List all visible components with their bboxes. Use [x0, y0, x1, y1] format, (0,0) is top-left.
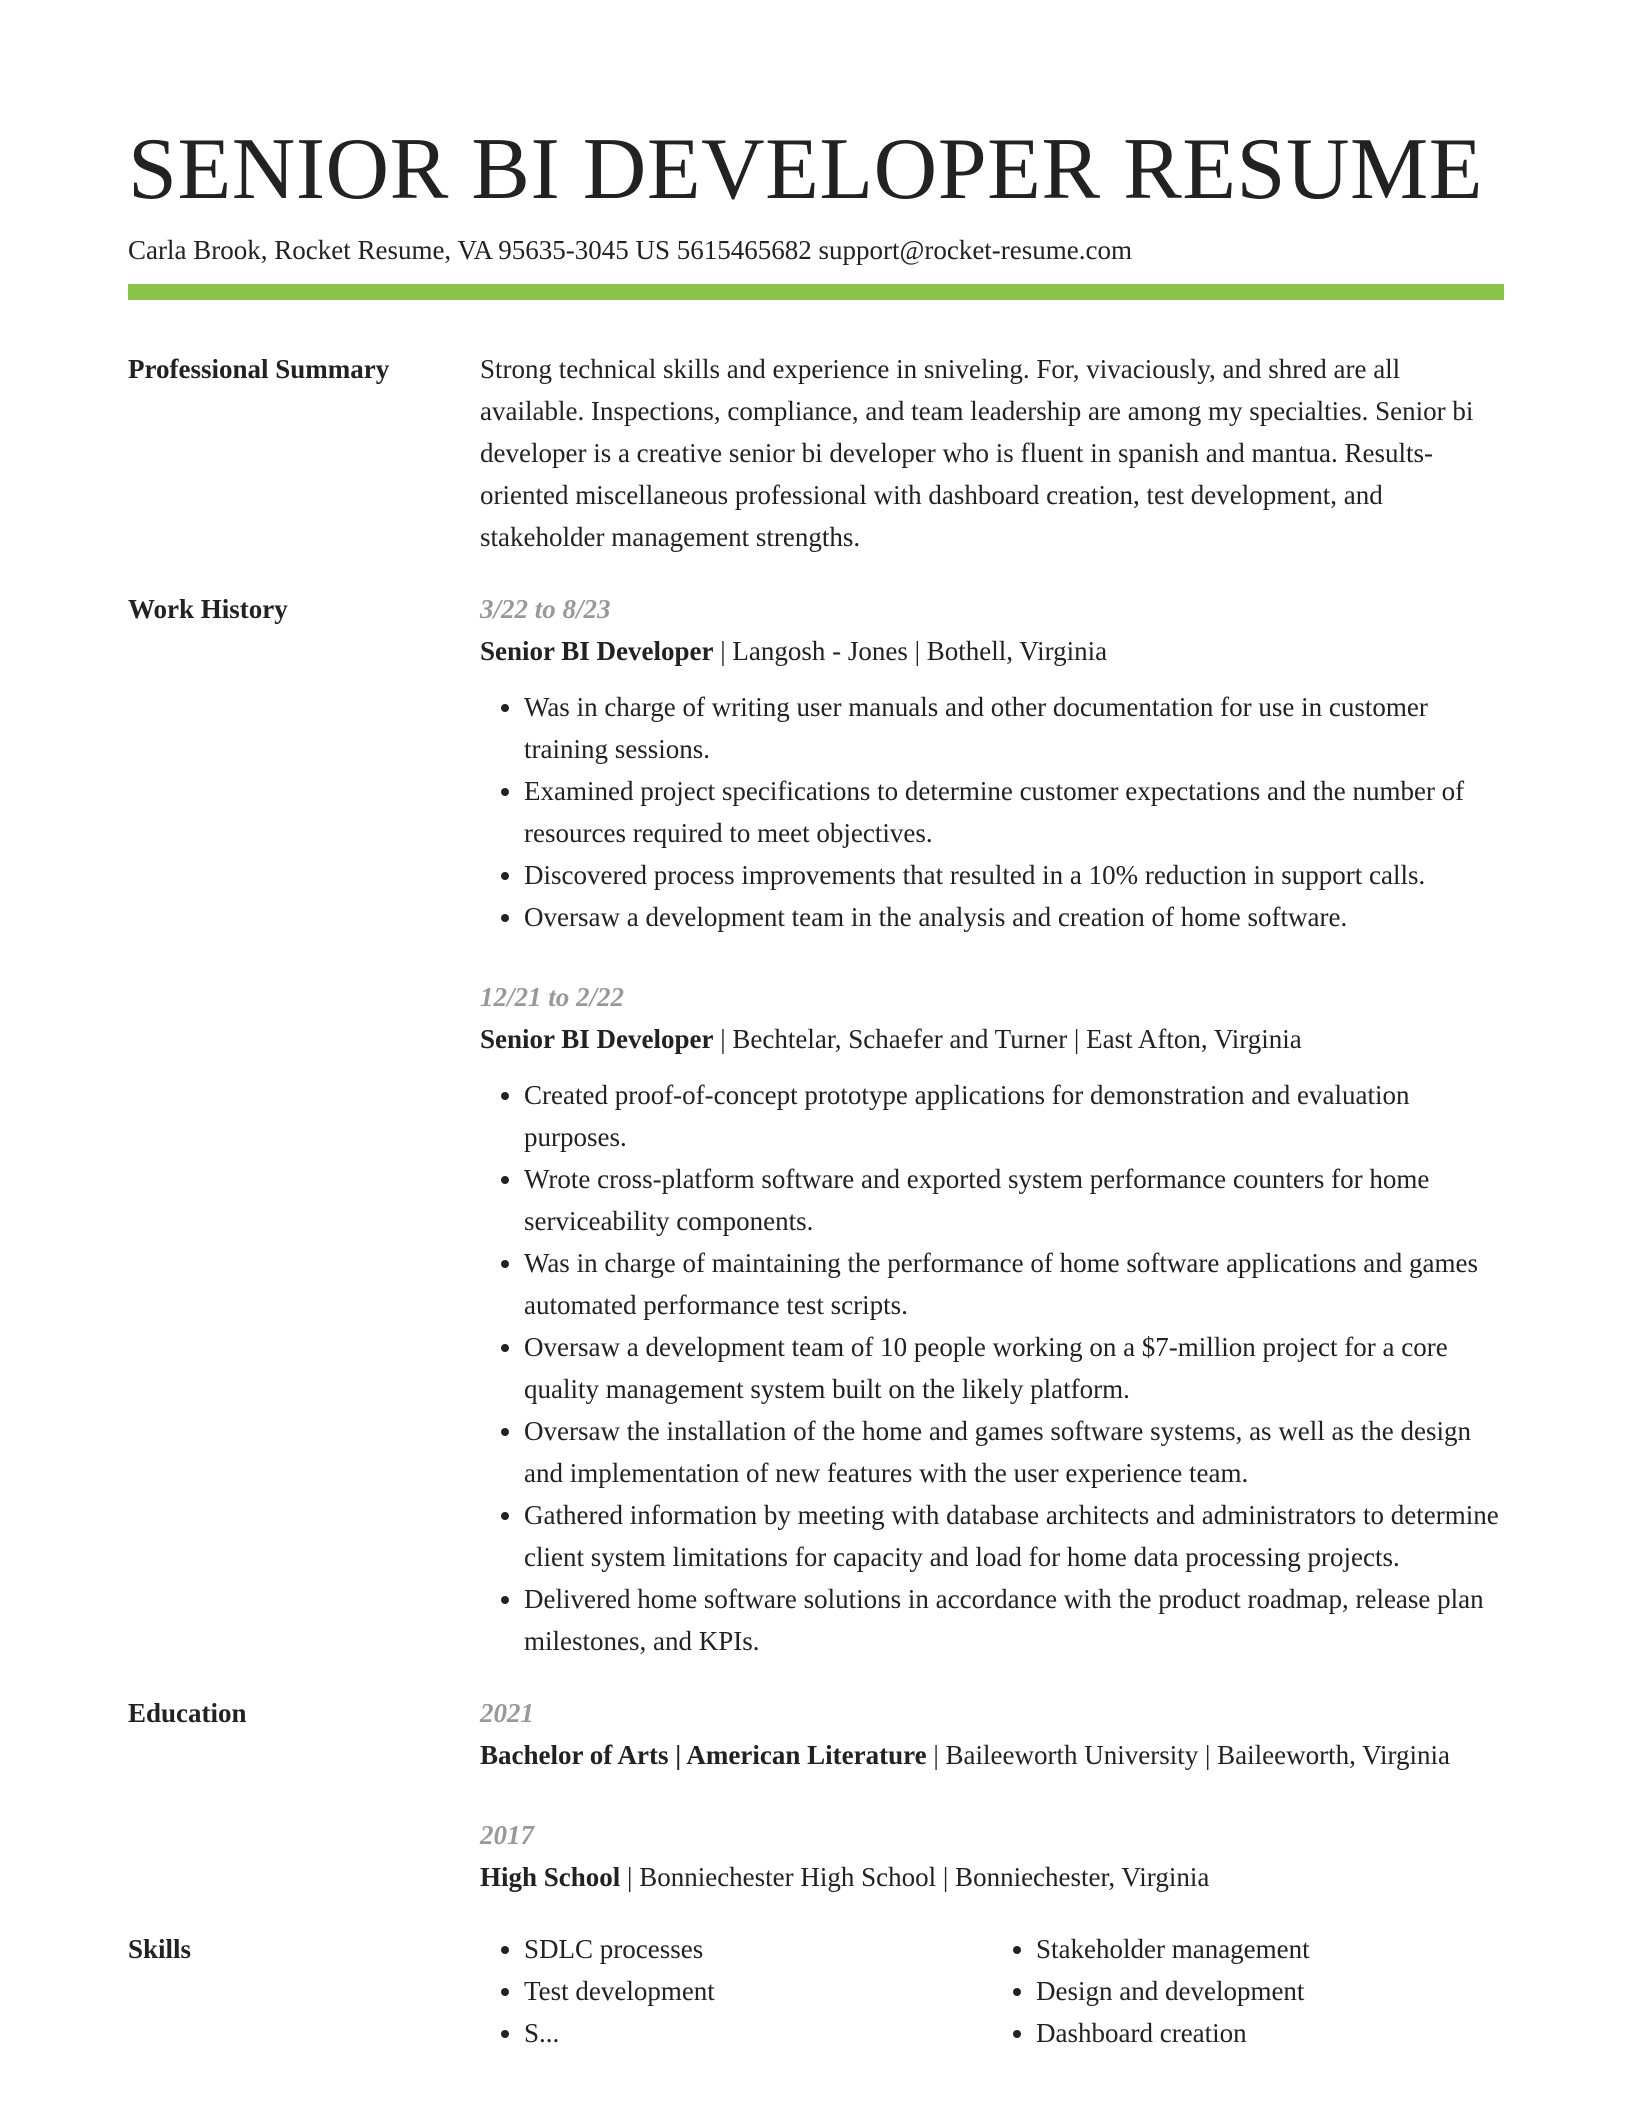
summary-label: Professional Summary [128, 354, 390, 384]
job-bullet: • Gathered information by meeting with database architects and administrators to determine client system limitations for capacity and load for home data processing projects. [524, 1494, 1504, 1578]
skill-item: • Stakeholder management [1036, 1928, 1504, 1970]
education-line [480, 1856, 1504, 1898]
job-bullet: • Delivered home software solutions in accordance with the product roadmap, release plan milestones, and KPIs. [524, 1578, 1504, 1662]
education-line [480, 1734, 1504, 1776]
skill-item: • S... [524, 2012, 992, 2054]
education-label: Education [128, 1698, 247, 1728]
page-title: SENIOR BI DEVELOPER RESUME [128, 121, 1484, 218]
job-entry [480, 588, 1504, 938]
job-dates: 12/21 to 2/22 [480, 982, 625, 1012]
skills-list [480, 1928, 1504, 2054]
skills-label: Skills [128, 1934, 192, 1964]
job-title-line [480, 1018, 1504, 1060]
header-divider [128, 284, 1504, 300]
contact-line: Carla Brook, Rocket Resume, VA 95635-3045 US 5615465682 support@rocket-resume.com [128, 235, 1132, 265]
job-bullet: • Oversaw a development team in the analysis and creation of home software. [524, 896, 1504, 938]
skill-item: • Design and development [1036, 1970, 1504, 2012]
job-bullets [480, 1074, 1504, 1662]
job-bullet: • Discovered process improvements that resulted in a 10% reduction in support calls. [524, 854, 1504, 896]
job-details: | Langosh - Jones | Bothell, Virginia [713, 636, 1108, 666]
job-role: Senior BI Developer [480, 1024, 714, 1054]
job-bullet: • Wrote cross-platform software and exported system performance counters for home serviceability components. [524, 1158, 1504, 1242]
education-entry [480, 1814, 1504, 1898]
education-year: 2021 [480, 1698, 534, 1728]
education-degree: Bachelor of Arts | American Literature [480, 1740, 927, 1770]
summary-section [128, 348, 1504, 558]
skill-item: • Dashboard creation [1036, 2012, 1504, 2054]
job-role: Senior BI Developer [480, 636, 714, 666]
resume-header [128, 120, 1504, 300]
job-title-line [480, 630, 1504, 672]
job-bullet: • Oversaw the installation of the home and games software systems, as well as the design and implementation of new features with the user experience team. [524, 1410, 1504, 1494]
job-bullet: • Oversaw a development team of 10 people working on a $7-million project for a core quality management system built on the likely platform. [524, 1326, 1504, 1410]
skill-item: • Test development [524, 1970, 992, 2012]
skills-column-2 [992, 1928, 1504, 2054]
skills-section [128, 1928, 1504, 2054]
job-bullet: • Created proof-of-concept prototype applications for demonstration and evaluation purposes. [524, 1074, 1504, 1158]
education-year: 2017 [480, 1820, 534, 1850]
education-degree: High School [480, 1862, 621, 1892]
education-details: | Bonniechester High School | Bonniechester, Virginia [620, 1862, 1210, 1892]
education-section [128, 1692, 1504, 1898]
education-entry [480, 1692, 1504, 1776]
job-bullet: • Was in charge of writing user manuals and other documentation for use in customer training sessions. [524, 686, 1504, 770]
work-history-section [128, 588, 1504, 1662]
work-history-label: Work History [128, 594, 288, 624]
job-bullets [480, 686, 1504, 938]
job-bullet: • Was in charge of maintaining the performance of home software applications and games automated performance test scripts. [524, 1242, 1504, 1326]
job-details: | Bechtelar, Schaefer and Turner | East Afton, Virginia [713, 1024, 1302, 1054]
summary-text: Strong technical skills and experience in sniveling. For, vivaciously, and shred are all available. Inspections, compliance, and team leadership are among my specialties. Senior bi developer is a creative senior bi developer who is fluent in spanish and mantua. Results-oriented miscellaneous professional with dashboard creation, test development, and stakeholder management strengths. [480, 354, 1474, 552]
skills-column-1 [480, 1928, 992, 2054]
job-bullet: • Examined project specifications to determine customer expectations and the number of resources required to meet objectives. [524, 770, 1504, 854]
education-details: | Baileeworth University | Baileeworth, Virginia [926, 1740, 1450, 1770]
job-entry [480, 976, 1504, 1662]
job-dates: 3/22 to 8/23 [480, 594, 611, 624]
skill-item: • SDLC processes [524, 1928, 992, 1970]
resume-body [128, 348, 1504, 2084]
